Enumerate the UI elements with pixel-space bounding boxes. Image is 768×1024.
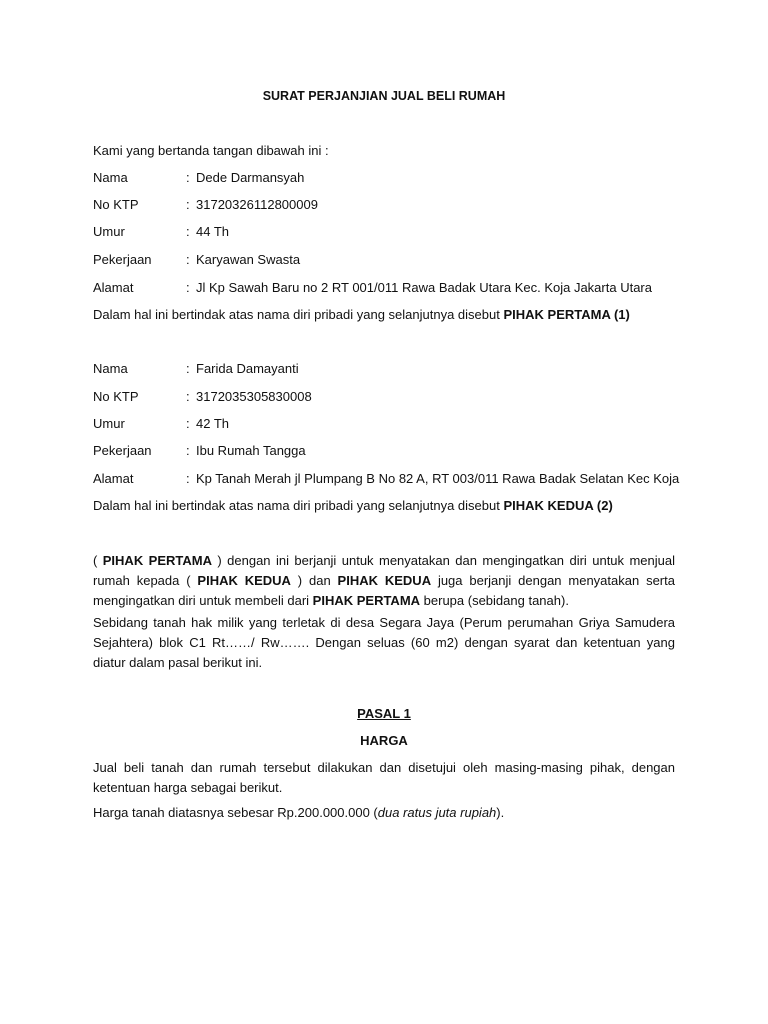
party2-pekerjaan-row: [93, 443, 306, 458]
party2-alamat-value: Kp Tanah Merah jl Plumpang B No 82 A, RT 003/011 Rawa Badak Selatan Kec Koja: [196, 471, 680, 486]
pihak-pertama-term: PIHAK PERTAMA: [102, 553, 212, 568]
party1-nama-value: Dede Darmansyah: [196, 170, 305, 185]
pekerjaan-label: Pekerjaan: [93, 252, 152, 267]
party1-umur-row: [93, 224, 229, 239]
party2-statement: [93, 498, 613, 513]
pihak-pertama-term: PIHAK PERTAMA: [312, 593, 421, 608]
colon: :: [186, 416, 190, 431]
ktp-label: No KTP: [93, 389, 139, 404]
price-text: ).: [496, 805, 505, 820]
land-paragraph: Sebidang tanah hak milik yang terletak di desa Segara Jaya (Perum perumahan Griya Samudera Sejahtera) blok C1 Rt……/ Rw……. Dengan seluas (60 m2) dengan syarat dan ketentuan yang diatur dalam pasal berikut ini.: [93, 615, 675, 670]
party1-alamat-value: Jl Kp Sawah Baru no 2 RT 001/011 Rawa Badak Utara Kec. Koja Jakarta Utara: [196, 280, 652, 295]
umur-label: Umur: [93, 416, 125, 431]
intro-text: Kami yang bertanda tangan dibawah ini :: [93, 143, 329, 158]
pihak-kedua-term: PIHAK KEDUA: [197, 573, 291, 588]
party1-statement: [93, 307, 630, 322]
colon: :: [186, 252, 190, 267]
party2-ktp-row: [93, 389, 312, 404]
pihak-kedua-term: PIHAK KEDUA: [337, 573, 432, 588]
agreement-text: (: [93, 553, 103, 568]
party2-alamat-row: [93, 471, 679, 486]
party2-designation: PIHAK KEDUA (2): [503, 498, 613, 513]
party2-ktp-value: 3172035305830008: [196, 389, 312, 404]
party2-umur-value: 42 Th: [196, 416, 230, 431]
alamat-label: Alamat: [93, 280, 134, 295]
colon: :: [186, 197, 190, 212]
party1-umur-value: 44 Th: [196, 224, 230, 239]
colon: :: [186, 170, 190, 185]
agreement-paragraph: [93, 551, 675, 611]
agreement-text: ) dan: [290, 573, 338, 588]
ktp-label: No KTP: [93, 197, 139, 212]
price-statement: [93, 805, 504, 820]
party1-nama-row: [93, 170, 304, 185]
party1-statement-text: Dalam hal ini bertindak atas nama diri pribadi yang selanjutnya disebut: [93, 307, 504, 322]
document-title: SURAT PERJANJIAN JUAL BELI RUMAH: [262, 89, 506, 103]
agreement-text: juga berjanji dengan menyatakan serta mengingatkan diri untuk membeli dari: [93, 573, 675, 608]
price-text: Harga tanah diatasnya sebesar Rp.200.000.000 (: [93, 805, 378, 820]
alamat-label: Alamat: [93, 471, 134, 486]
pasal-1-paragraph: Jual beli tanah dan rumah tersebut dilakukan dan disetujui oleh masing-masing pihak, dengan ketentuan harga sebagai berikut.: [93, 760, 675, 795]
party1-designation: PIHAK PERTAMA (1): [503, 307, 630, 322]
party2-nama-value: Farida Damayanti: [196, 361, 299, 376]
party1-ktp-value: 31720326112800009: [196, 197, 318, 212]
nama-label: Nama: [93, 361, 128, 376]
party1-pekerjaan-value: Karyawan Swasta: [196, 252, 301, 267]
colon: :: [186, 443, 190, 458]
party2-pekerjaan-value: Ibu Rumah Tangga: [196, 443, 306, 458]
price-in-words: dua ratus juta rupiah: [377, 805, 497, 820]
colon: :: [186, 224, 190, 239]
pekerjaan-label: Pekerjaan: [93, 443, 152, 458]
nama-label: Nama: [93, 170, 128, 185]
pasal-1-heading: PASAL 1: [357, 706, 411, 721]
party2-nama-row: [93, 361, 299, 376]
pasal-1-subheading: HARGA: [360, 733, 408, 748]
party2-statement-text: Dalam hal ini bertindak atas nama diri pribadi yang selanjutnya disebut: [93, 498, 504, 513]
colon: :: [186, 389, 190, 404]
party2-umur-row: [93, 416, 229, 431]
colon: :: [186, 280, 190, 295]
party1-alamat-row: [93, 280, 652, 295]
colon: :: [186, 361, 190, 376]
agreement-text: berupa (sebidang tanah).: [420, 593, 569, 608]
party1-pekerjaan-row: [93, 252, 300, 267]
colon: :: [186, 471, 190, 486]
agreement-text: ) dengan ini berjanji untuk menyatakan dan mengingatkan diri untuk menjual rumah kepada (: [93, 553, 675, 588]
party1-ktp-row: [93, 197, 318, 212]
umur-label: Umur: [93, 224, 125, 239]
